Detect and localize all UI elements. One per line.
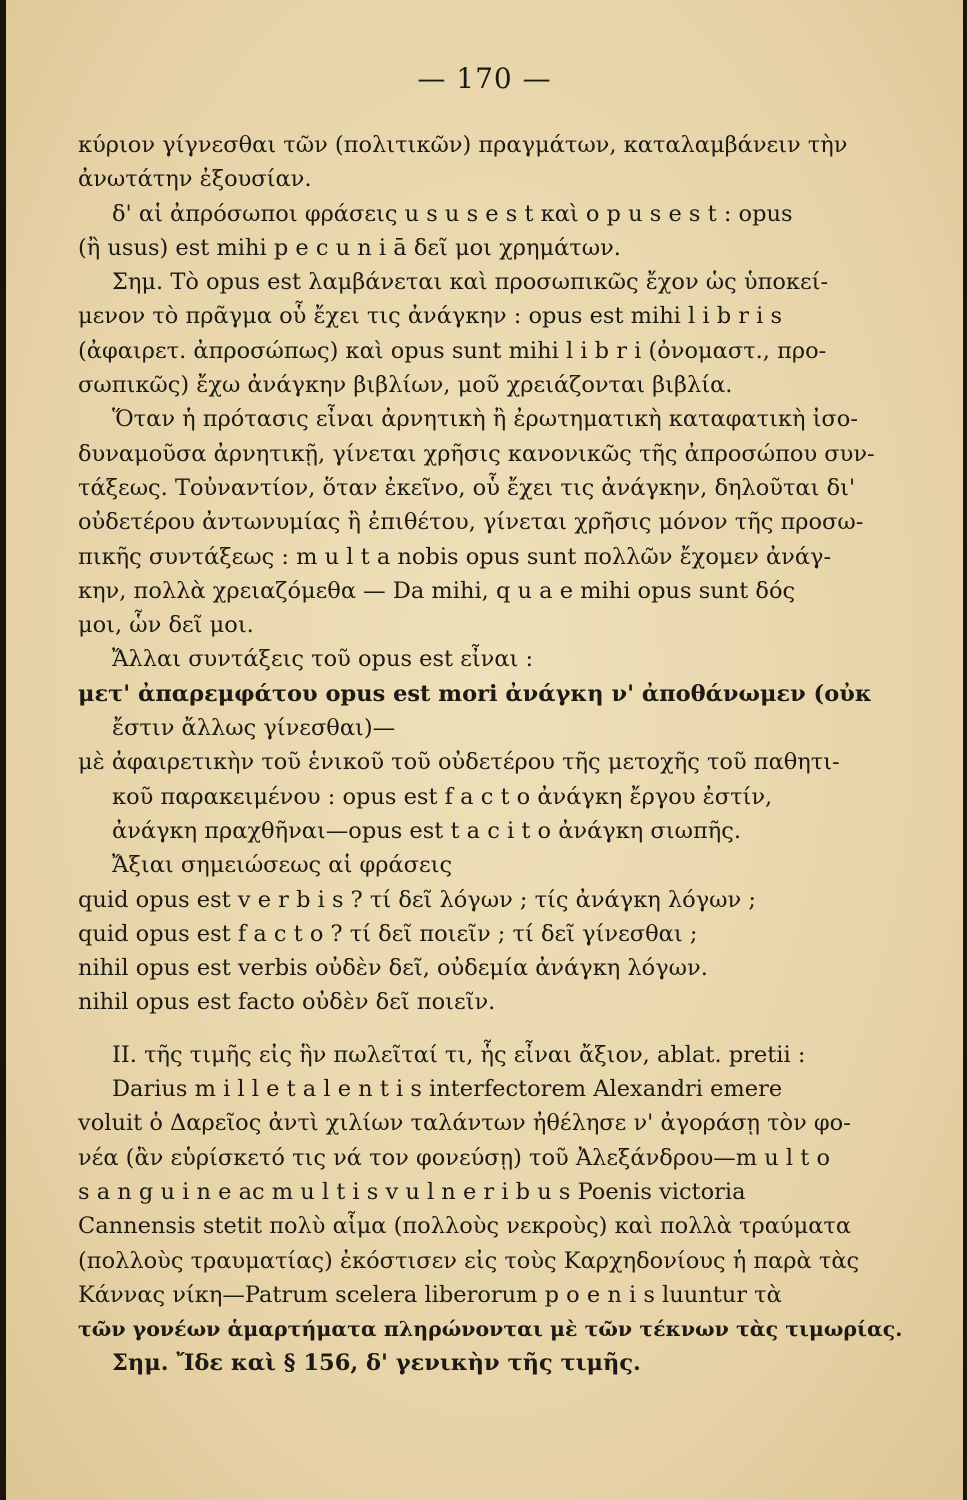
text-line: κύριον γίγνεσθαι τῶν (πολιτικῶν) πραγμάτων, καταλαμβάνειν τὴν [78, 132, 848, 158]
text-line: s a n g u i n e ac m u l t i s v u l n e r i b u s Poenis victoria [78, 1178, 746, 1205]
text-line: οὐδετέρου ἀντωνυμίας ἢ ἐπιθέτου, γίνεται χρῆσις μόνον τῆς προσω- [78, 509, 864, 536]
text-line: ἀνωτάτην ἐξουσίαν. [78, 166, 312, 193]
text-line: Darius m i l l e t a l e n t i s interfectorem Alexandri emere [112, 1076, 783, 1103]
text-line: κοῦ παρακειμένου : opus est f a c t o ἀνάγκη ἔργου ἐστίν, [112, 783, 773, 810]
text-line: II. τῆς τιμῆς εἰς ἣν πωλεῖταί τι, ἧς εἶναι ἄξιον, ablat. pretii : [112, 1041, 806, 1068]
text-line: Ἄξιαι σημειώσεως αἱ φράσεις [112, 852, 453, 879]
text-line: nihil opus est verbis οὐδὲν δεῖ, οὐδεμία ἀνάγκη λόγων. [78, 955, 708, 982]
text-line: Σημ. Ἴδε καὶ § 156, δ' γενικὴν τῆς τιμῆς. [112, 1350, 641, 1377]
page-number: — 170 — [417, 62, 552, 95]
text-line: ἀνάγκη πραχθῆναι—opus est t a c i t o ἀνάγκη σιωπῆς. [112, 817, 741, 844]
text-line: (ἀφαιρετ. ἀπροσώπως) καὶ opus sunt mihi l i b r i (ὀνομαστ., προ- [78, 337, 827, 364]
text-line: Κάννας νίκη—Patrum scelera liberorum p o e n i s luuntur τὰ [78, 1281, 782, 1308]
text-line: Cannensis stetit πολὺ αἷμα (πολλοὺς νεκροὺς) καὶ πολλὰ τραύματα [78, 1213, 852, 1240]
text-line: νέα (ἂν εὑρίσκετό τις νά τον φονεύσῃ) τοῦ Ἀλεξάνδρου—m u l t o [78, 1144, 831, 1171]
text-line: τάξεως. Τοὐναντίον, ὅταν ἐκεῖνο, οὗ ἔχει τις ἀνάγκην, δηλοῦται δι' [78, 474, 856, 501]
text-line: ἔστιν ἄλλως γίνεσθαι)— [112, 715, 396, 742]
text-line: quid opus est v e r b i s ? τί δεῖ λόγων ; τίς ἀνάγκη λόγων ; [78, 886, 756, 913]
text-line: Ἄλλαι συντάξεις τοῦ opus est εἶναι : [112, 646, 534, 673]
text-line: σωπικῶς) ἔχω ἀνάγκην βιβλίων, μοῦ χρειάζονται βιβλία. [78, 372, 733, 399]
text-line: δυναμοῦσα ἀρνητικῇ, γίνεται χρῆσις κανονικῶς τῆς ἀπροσώπου συν- [78, 440, 875, 467]
text-line: (πολλοὺς τραυματίας) ἐκόστισεν εἰς τοὺς Καρχηδονίους ἡ παρὰ τὰς [78, 1247, 860, 1274]
text-line: Σημ. Τὸ opus est λαμβάνεται καὶ προσωπικῶς ἔχον ὡς ὑποκεί- [112, 269, 829, 296]
text-line: voluit ὁ Δαρεῖος ἀντὶ χιλίων ταλάντων ἠθέλησε ν' ἀγοράσῃ τὸν φο- [78, 1110, 851, 1137]
text-line: μετ' ἀπαρεμφάτου opus est mori ἀνάγκη ν' ἀποθάνωμεν (οὐκ [78, 680, 872, 707]
text-line: quid opus est f a c t o ? τί δεῖ ποιεῖν ; τί δεῖ γίνεσθαι ; [78, 920, 698, 947]
text-line: τῶν γονέων ἁμαρτήματα πληρώνονται μὲ τῶν τέκνων τὰς τιμωρίας. [78, 1317, 903, 1342]
page-body [78, 128, 918, 1381]
text-line: μοι, ὧν δεῖ μοι. [78, 612, 254, 639]
text-line: δ' αἱ ἀπρόσωποι φράσεις u s u s e s t καὶ o p u s e s t : opus [112, 200, 793, 227]
text-line: nihil opus est facto οὐδὲν δεῖ ποιεῖν. [78, 989, 496, 1016]
text-line: κην, πολλὰ χρειαζόμεθα — Da mihi, q u a e mihi opus sunt δός [78, 577, 796, 604]
text-line: μὲ ἀφαιρετικὴν τοῦ ἑνικοῦ τοῦ οὐδετέρου τῆς μετοχῆς τοῦ παθητι- [78, 749, 840, 776]
book-page [6, 0, 963, 1500]
text-line: (ἢ usus) est mihi p e c u n i ā δεῖ μοι χρημάτων. [78, 234, 621, 261]
text-line: Ὅταν ἡ πρότασις εἶναι ἀρνητικὴ ἢ ἐρωτηματικὴ καταφατικὴ ἰσο- [112, 406, 858, 433]
text-line: πικῆς συντάξεως : m u l t a nobis opus sunt πολλῶν ἔχομεν ἀνάγ- [78, 543, 832, 570]
text-line: μενον τὸ πρᾶγμα οὗ ἔχει τις ἀνάγκην : opus est mihi l i b r i s [78, 303, 783, 330]
